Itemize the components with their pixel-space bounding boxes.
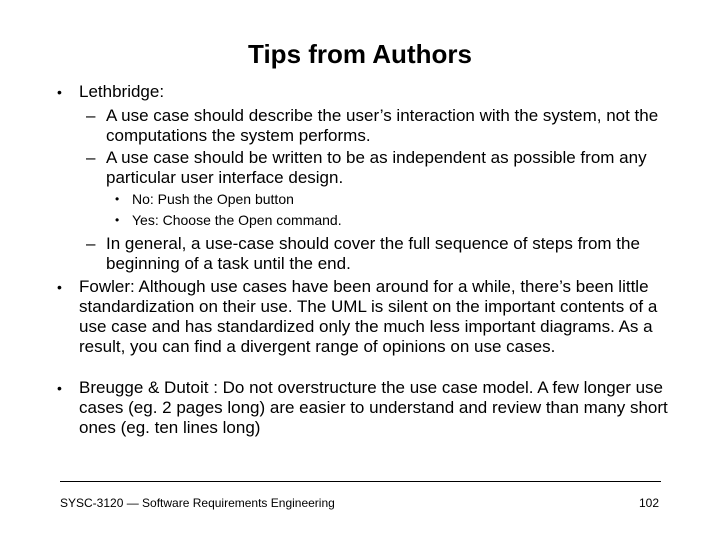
bullet-mark: • bbox=[57, 84, 62, 100]
sub-bullet-text: A use case should describe the user’s interaction with the system, not the computations the system performs. bbox=[106, 106, 659, 145]
bullet-text: Lethbridge: bbox=[79, 82, 165, 101]
bullet-breugge-dutoit bbox=[57, 378, 679, 438]
bullet-mark: • bbox=[115, 192, 120, 206]
dash-mark: – bbox=[86, 148, 96, 167]
bullet-text: Breugge & Dutoit : Do not overstructure the use case model. A few longer use cases (eg. 2 pages long) are easier to understand and review than many short ones (eg. ten lines long) bbox=[79, 378, 668, 437]
bullet-lethbridge bbox=[57, 82, 679, 102]
bullet-text: Fowler: Although use cases have been around for a while, there’s been little standardization on their use. The UML is silent on the important contents of a use case and has standardized only the much less important diagrams. As a result, you can find a divergent range of opinions on use cases. bbox=[79, 277, 658, 356]
footer-course: SYSC-3120 — Software Requirements Engineering bbox=[60, 496, 335, 510]
slide-title: Tips from Authors bbox=[248, 39, 472, 69]
sub-bullet-text: A use case should be written to be as independent as possible from any particular user interface design. bbox=[106, 148, 647, 187]
page-number: 102 bbox=[638, 496, 659, 510]
example-text: No: Push the Open button bbox=[132, 191, 294, 207]
bullet-fowler bbox=[57, 277, 679, 357]
bullet-mark: • bbox=[57, 279, 62, 295]
example-yes bbox=[115, 211, 652, 230]
example-no bbox=[115, 190, 652, 209]
dash-mark: – bbox=[86, 106, 96, 125]
sub-bullet-interaction bbox=[86, 106, 676, 146]
bullet-mark: • bbox=[115, 213, 120, 227]
dash-mark: – bbox=[86, 234, 96, 253]
sub-bullet-ui-independent bbox=[86, 148, 676, 188]
sub-bullet-full-sequence bbox=[86, 234, 676, 274]
example-text: Yes: Choose the Open command. bbox=[132, 212, 342, 228]
sub-bullet-text: In general, a use-case should cover the full sequence of steps from the beginning of a task until the end. bbox=[106, 234, 640, 273]
footer-divider bbox=[60, 481, 661, 482]
bullet-mark: • bbox=[57, 380, 62, 396]
